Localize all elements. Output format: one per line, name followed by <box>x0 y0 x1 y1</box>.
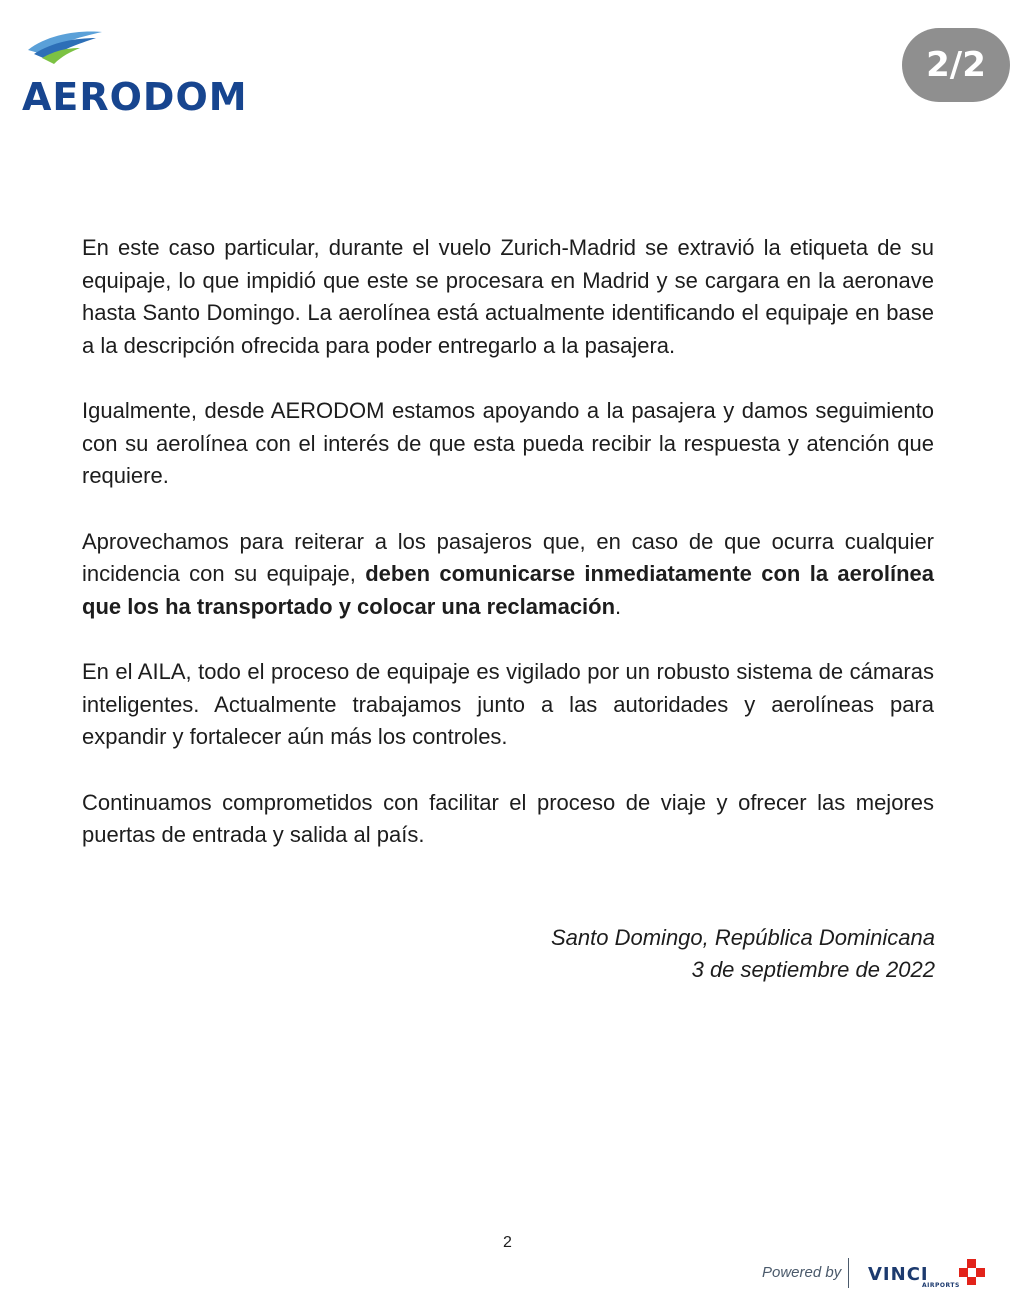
paragraph-3-start: Aprovechamos para reiterar a los pasajeros que, en caso de que ocurra cualquier incidencia con su equipaje, <box>82 528 934 586</box>
signature-date: 3 de septiembre de 2022 <box>691 957 935 982</box>
paragraph-4: En el AILA, todo el proceso de equipaje es vigilado por un robusto sistema de cámaras inteligentes. Actualmente trabajamos junto a las autoridades y aerolíneas para expandir y fortalecer aún más los controles. <box>82 659 934 749</box>
signature-block <box>551 922 935 986</box>
paragraph-5: Continuamos comprometidos con facilitar el proceso de viaje y ofrecer las mejores puertas de entrada y salida al país. <box>82 789 934 847</box>
letter-body <box>82 232 934 885</box>
vinci-airports-logo <box>868 1258 990 1292</box>
paragraph-3-emphasis: deben comunicarse inmediatamente con la aerolínea que los ha transportado y colocar una reclamación <box>82 561 934 619</box>
paragraph-1: En este caso particular, durante el vuelo Zurich-Madrid se extravió la etiqueta de su equipaje, lo que impidió que este se procesara en Madrid y se cargara en la aeronave hasta Santo Domingo. La aerolínea está actualmente identificando el equipaje en base a la descripción ofrecida para poder entregarlo a la pasajera. <box>82 235 934 358</box>
paragraph-3-end: . <box>615 593 622 619</box>
powered-by-label: Powered by <box>762 1264 842 1281</box>
vinci-airports-subtitle: AIRPORTS <box>922 1282 960 1289</box>
aerodom-logo <box>22 28 262 120</box>
swoosh-icon <box>24 28 104 68</box>
page-indicator-badge: 2/2 <box>902 28 1010 102</box>
logo-text: AERODOM <box>22 75 248 119</box>
footer-divider <box>848 1258 849 1288</box>
footer-brand <box>760 1256 1000 1292</box>
paragraph-3 <box>82 526 934 624</box>
paragraph-2: Igualmente, desde AERODOM estamos apoyando a la pasajera y damos seguimiento con su aerolínea con el interés de que esta pueda recibir la respuesta y atención que requiere. <box>82 398 934 488</box>
page-number: 2 <box>503 1234 512 1251</box>
vinci-wordmark: VINCI <box>868 1264 929 1285</box>
signature-place: Santo Domingo, República Dominicana <box>551 925 935 950</box>
vinci-cross-icon <box>958 1258 986 1286</box>
